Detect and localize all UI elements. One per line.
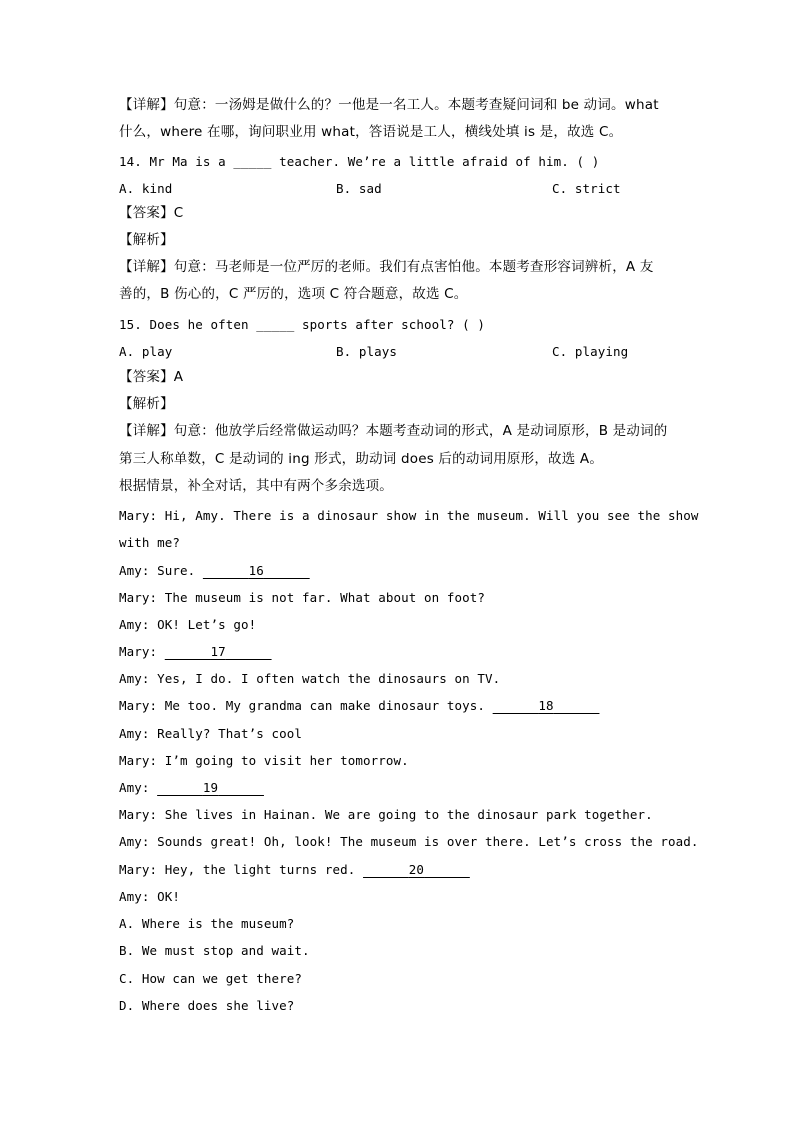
dialogue-line-7: [119, 700, 599, 713]
blank-19-number: 19: [202, 780, 219, 795]
dialogue-line-2: [119, 565, 310, 578]
q15-detail-line-1: 【详解】句意：他放学后经常做运动吗？本题考查动词的形式，A 是动词原形，B 是动词的: [119, 423, 668, 439]
dialogue-line-3: Mary: The museum is not far. What about on foot?: [119, 590, 486, 605]
dialogue-option-d: D. Where does she live?: [119, 998, 295, 1013]
dialogue-line-5: [119, 646, 272, 659]
dialogue-line-6: Amy: Yes, I do. I often watch the dinosaurs on TV.: [119, 671, 501, 686]
dialogue-line-2-text: Amy: Sure.: [119, 563, 203, 578]
dialogue-line-10-text: Amy:: [119, 780, 158, 795]
dialogue-line-5-text: Mary:: [119, 644, 165, 659]
dialogue-line-1b: with me?: [119, 535, 181, 550]
q14-detail-line-2: 善的，B 伤心的，C 严厉的，选项 C 符合题意，故选 C。: [119, 286, 468, 302]
q13-explanation-line-2: 什么，where 在哪，询问职业用 what，答语说是工人，横线处填 is 是，故选 C。: [119, 124, 623, 140]
dialogue-line-11: Mary: She lives in Hainan. We are going to the dinosaur park together.: [119, 807, 653, 822]
q15-option-b: B. plays: [336, 344, 398, 359]
dialogue-line-9: Mary: I’m going to visit her tomorrow.: [119, 753, 409, 768]
dialogue-option-b: B. We must stop and wait.: [119, 943, 310, 958]
dialogue-option-a: A. Where is the museum?: [119, 916, 295, 931]
q14-option-a: A. kind: [119, 181, 173, 196]
q13-explanation-line-1: 【详解】句意：一汤姆是做什么的？一他是一名工人。本题考查疑问词和 be 动词。what: [119, 97, 659, 113]
dialogue-line-14: Amy: OK!: [119, 889, 181, 904]
blank-16[interactable]: [203, 565, 310, 578]
blank-16-number: 16: [248, 563, 264, 578]
blank-19[interactable]: [157, 782, 264, 795]
q15-answer: 【答案】A: [119, 369, 184, 385]
q14-detail-line-1: 【详解】句意：马老师是一位严厉的老师。我们有点害怕他。本题考查形容词辨析，A 友: [119, 259, 654, 275]
q15-stem: 15. Does he often _____ sports after school? ( ): [119, 317, 486, 332]
q15-option-c: C. playing: [552, 344, 629, 359]
blank-18-number: 18: [538, 698, 554, 713]
q14-stem: 14. Mr Ma is a _____ teacher. We’re a little afraid of him. ( ): [119, 154, 600, 169]
dialogue-line-8: Amy: Really? That’s cool: [119, 726, 303, 741]
dialogue-line-12: Amy: Sounds great! Oh, look! The museum is over there. Let’s cross the road.: [119, 834, 699, 849]
q15-option-a: A. play: [119, 344, 173, 359]
dialogue-instruction: 根据情景，补全对话，其中有两个多余选项。: [119, 478, 393, 494]
blank-20-number: 20: [408, 862, 425, 877]
dialogue-line-13-text: Mary: Hey, the light turns red.: [119, 862, 364, 877]
q15-analysis-label: 【解析】: [119, 396, 174, 412]
dialogue-option-c: C. How can we get there?: [119, 971, 303, 986]
dialogue-line-4: Amy: OK! Let’s go!: [119, 617, 257, 632]
dialogue-line-10: [119, 782, 264, 795]
q14-option-b: B. sad: [336, 181, 382, 196]
dialogue-line-13: [119, 864, 470, 877]
q14-option-c: C. strict: [552, 181, 621, 196]
blank-20[interactable]: [363, 864, 470, 877]
blank-17-number: 17: [210, 644, 226, 659]
q14-answer: 【答案】C: [119, 205, 184, 221]
blank-17[interactable]: [165, 646, 272, 659]
dialogue-line-1: Mary: Hi, Amy. There is a dinosaur show in the museum. Will you see the show: [119, 508, 699, 523]
q14-analysis-label: 【解析】: [119, 232, 174, 248]
dialogue-line-7-text: Mary: Me too. My grandma can make dinosaur toys.: [119, 698, 493, 713]
q15-detail-line-2: 第三人称单数，C 是动词的 ing 形式，助动词 does 后的动词用原形，故选 A。: [119, 451, 604, 467]
blank-18[interactable]: [493, 700, 600, 713]
